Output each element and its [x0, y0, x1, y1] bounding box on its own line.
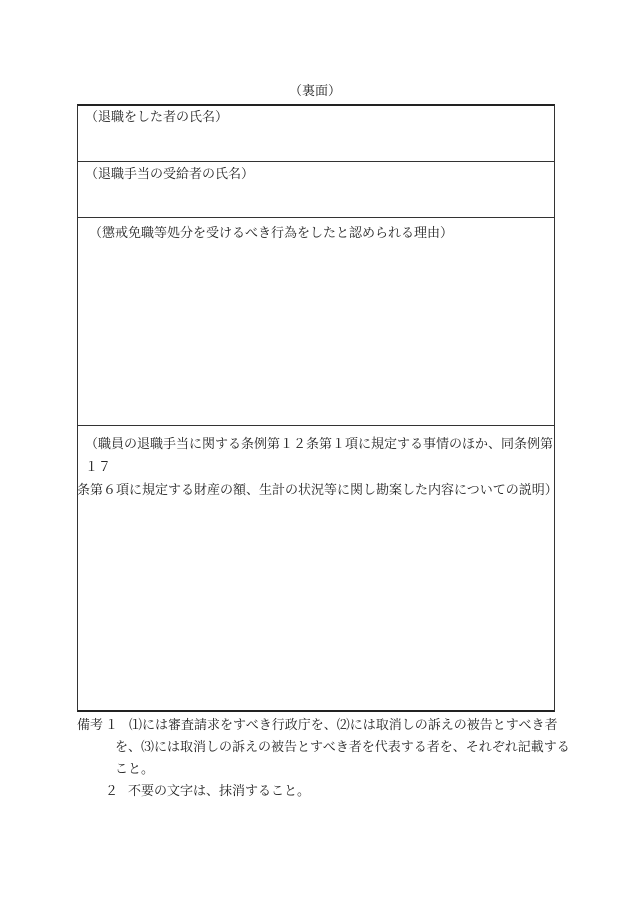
remark-item-1-text-line1: ⑴には審査請求をすべき行政庁を、⑵には取消しの訴えの被告とすべき者: [129, 718, 558, 733]
remark-item-2: [77, 781, 557, 803]
form-row-explanation: [77, 426, 558, 712]
form-row-reason: [78, 218, 554, 426]
remark-item-1-line1: [77, 715, 557, 737]
remark-item-1-number: １: [105, 718, 119, 733]
remark-item-1-text-line3: こと。: [115, 762, 155, 777]
remarks-heading: 備考: [77, 718, 104, 733]
remark-item-1-line3: [77, 759, 557, 781]
form-table: [77, 104, 558, 712]
remark-item-2-text: 不要の文字は、抹消すること。: [128, 784, 311, 799]
row-label-recipient-name: （退職手当の受給者の氏名）: [85, 167, 255, 182]
page-heading: （裏面）: [288, 84, 341, 99]
form-row-recipient-name: [78, 162, 554, 218]
remark-item-1-text-line2: を、⑶には取消しの訴えの被告とすべき者を代表する者を、それぞれ記載する: [115, 740, 570, 755]
row-label-reason: （懲戒免職等処分を受けるべき行為をしたと認められる理由）: [89, 226, 454, 241]
remarks: [77, 715, 570, 803]
remark-item-2-number: ２: [105, 784, 119, 799]
row-label-explanation: [77, 433, 558, 502]
form-row-retiree-name: [78, 106, 554, 162]
row-label-explanation-line2: 条第６項に規定する財産の額、生計の状況等に関し勘案した内容についての説明）: [77, 483, 558, 498]
remark-item-1-line2: [77, 737, 570, 759]
row-label-explanation-line1: （職員の退職手当に関する条例第１２条第１項に規定する事情のほか、同条例第１７: [85, 437, 554, 475]
row-label-retiree-name: （退職をした者の氏名）: [85, 110, 229, 125]
